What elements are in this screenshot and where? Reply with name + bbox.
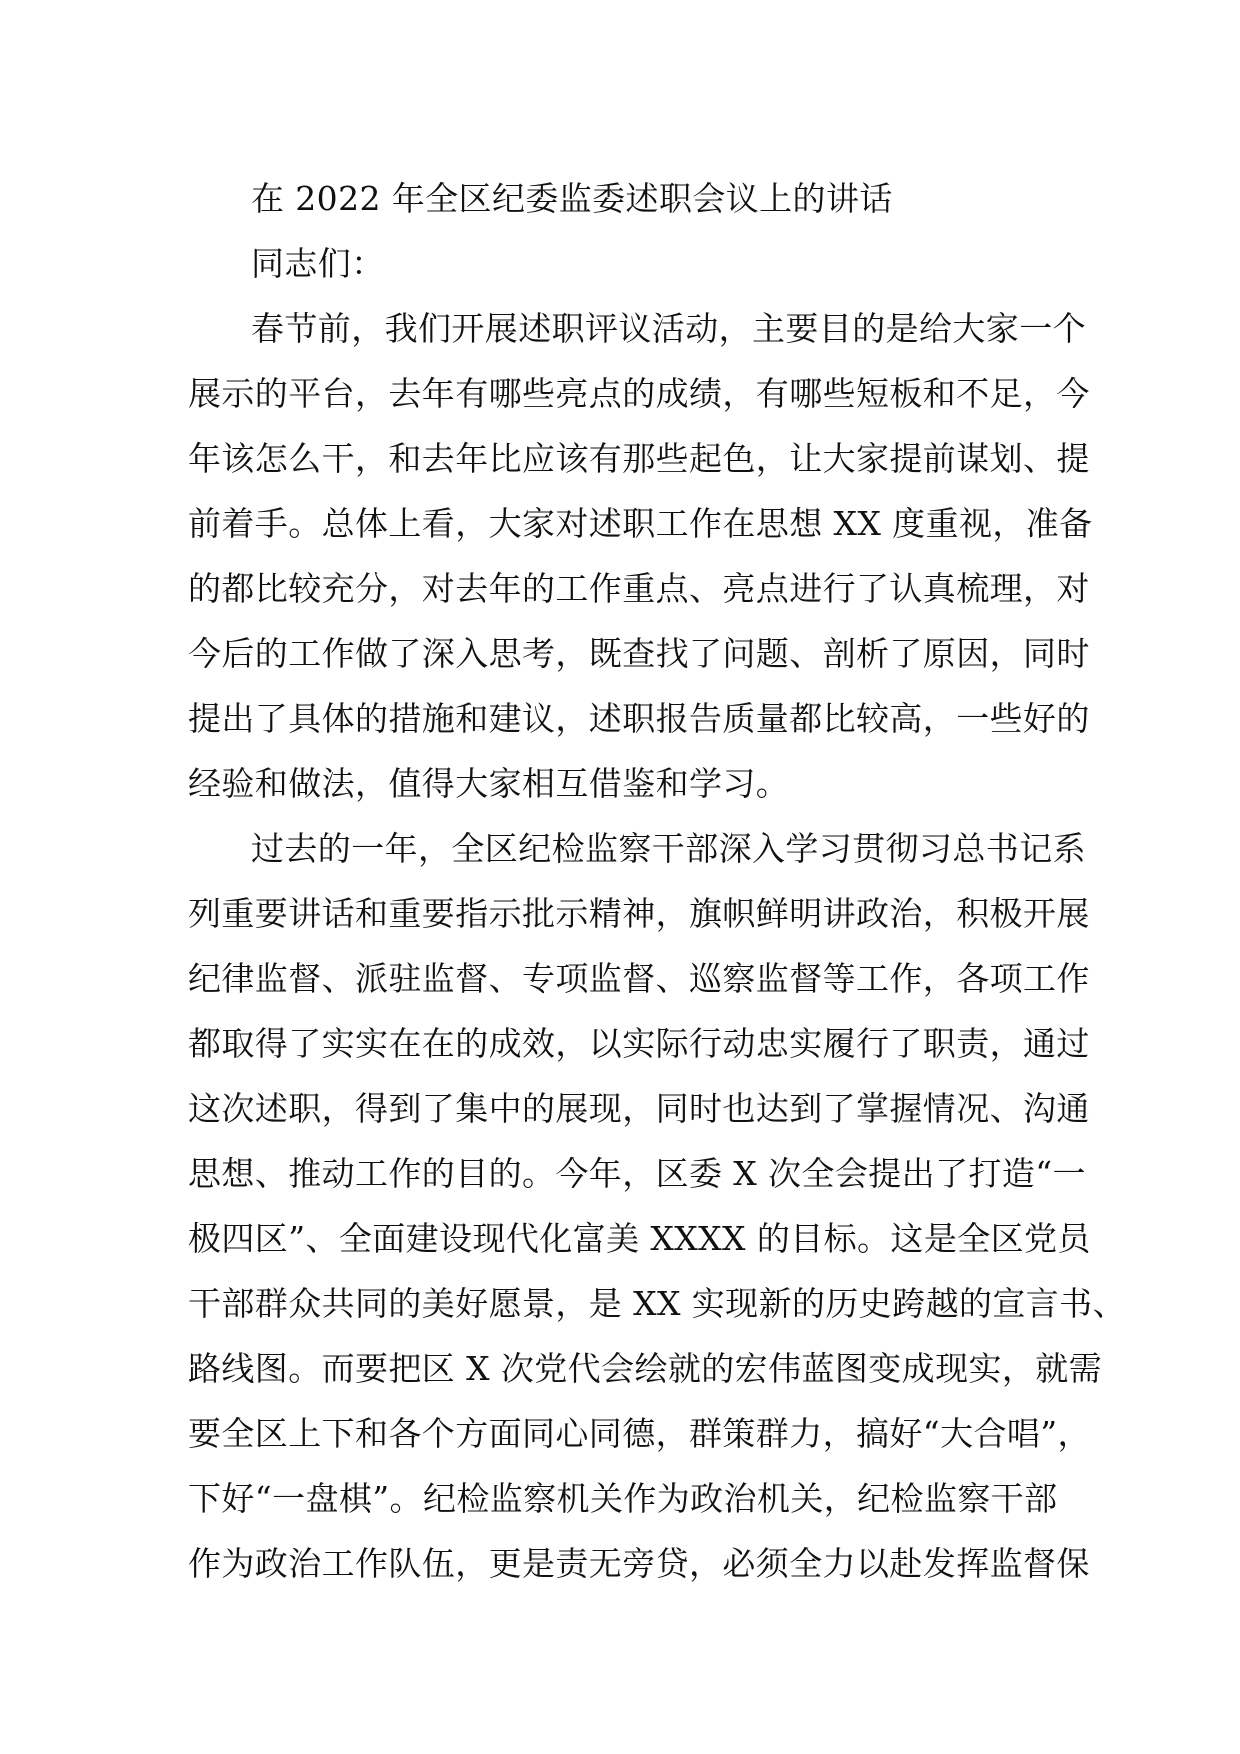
paragraph-line: 过去的一年，全区纪检监察干部深入学习贯彻习总书记系: [251, 829, 1086, 868]
paragraph-line: 今后的工作做了深入思考，既查找了问题、剖析了原因，同时: [188, 634, 1090, 673]
paragraph-line: 下好“一盘棋”。纪检监察机关作为政治机关，纪检监察干部: [188, 1479, 1058, 1518]
paragraph-1: [188, 296, 1093, 816]
paragraph-line: 路线图。而要把区 X 次党代会绘就的宏伟蓝图变成现实，就需: [188, 1349, 1103, 1388]
paragraph-line: 思想、推动工作的目的。今年，区委 X 次全会提出了打造“一: [188, 1154, 1086, 1193]
paragraph-line: 列重要讲话和重要指示批示精神，旗帜鲜明讲政治，积极开展: [188, 894, 1090, 933]
paragraph-line: 的都比较充分，对去年的工作重点、亮点进行了认真梳理，对: [188, 569, 1090, 608]
document-title: 在 2022 年全区纪委监委述职会议上的讲话: [251, 179, 893, 218]
paragraph-line: 春节前，我们开展述职评议活动，主要目的是给大家一个: [251, 309, 1086, 348]
document-body: [188, 166, 1126, 1596]
paragraph-line: 经验和做法，值得大家相互借鉴和学习。: [188, 764, 790, 803]
paragraph-line: 极四区”、全面建设现代化富美 XXXX 的目标。这是全区党员: [188, 1219, 1091, 1258]
paragraph-line: 这次述职，得到了集中的展现，同时也达到了掌握情况、沟通: [188, 1089, 1090, 1128]
salutation: 同志们：: [251, 244, 385, 283]
paragraph-line: 前着手。总体上看，大家对述职工作在思想 XX 度重视，准备: [188, 504, 1093, 543]
paragraph-line: 提出了具体的措施和建议，述职报告质量都比较高，一些好的: [188, 699, 1090, 738]
paragraph-line: 要全区上下和各个方面同心同德，群策群力，搞好“大合唱”，: [188, 1414, 1091, 1453]
paragraph-2: [188, 816, 1126, 1596]
paragraph-line: 展示的平台，去年有哪些亮点的成绩，有哪些短板和不足，今: [188, 374, 1090, 413]
paragraph-line: 年该怎么干，和去年比应该有那些起色，让大家提前谋划、提: [188, 439, 1090, 478]
paragraph-line: 纪律监督、派驻监督、专项监督、巡察监督等工作，各项工作: [188, 959, 1090, 998]
paragraph-line: 作为政治工作队伍，更是责无旁贷，必须全力以赴发挥监督保: [188, 1544, 1090, 1583]
paragraph-line: 都取得了实实在在的成效，以实际行动忠实履行了职责，通过: [188, 1024, 1090, 1063]
paragraph-line: 干部群众共同的美好愿景，是 XX 实现新的历史跨越的宣言书、: [188, 1284, 1126, 1323]
